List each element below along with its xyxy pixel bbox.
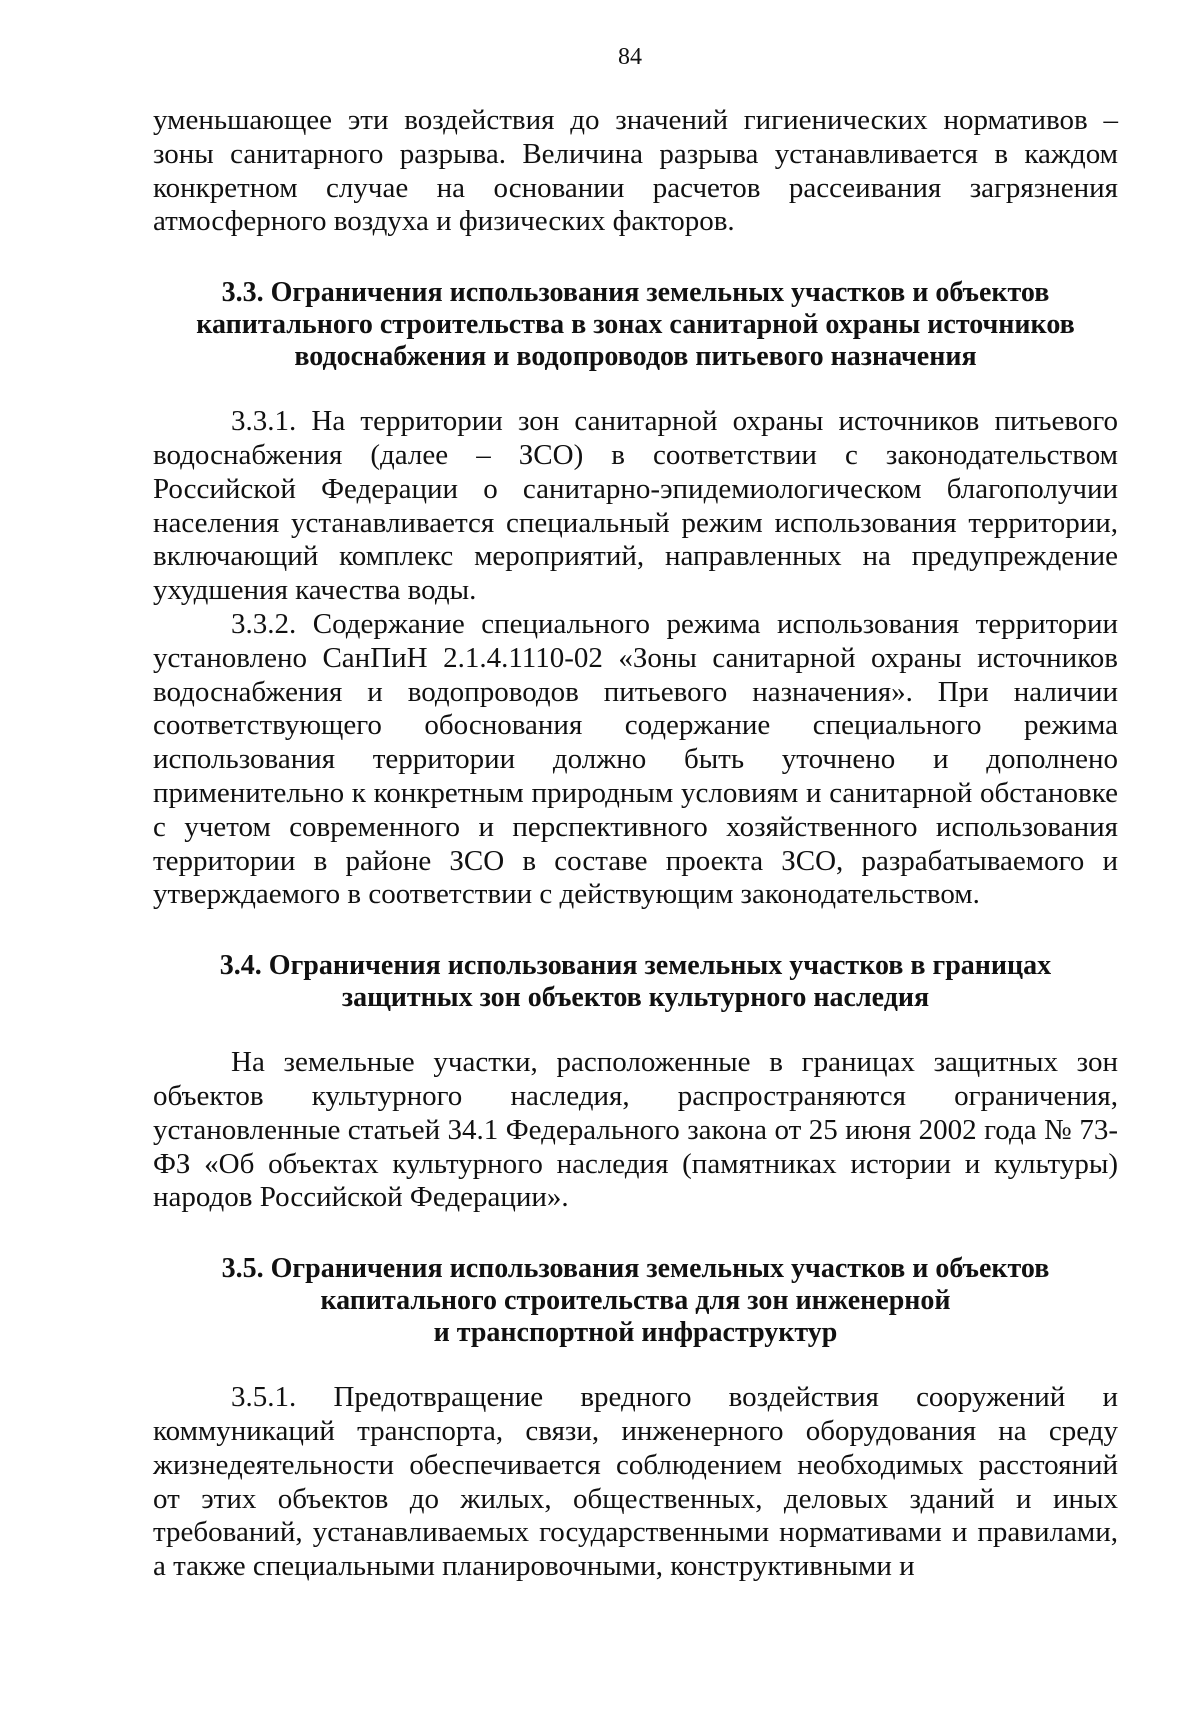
page-number: 84 xyxy=(618,44,642,70)
section-3-4-heading xyxy=(153,950,1118,1014)
section-3-5-heading-line: и транспортной инфраструктур xyxy=(433,1317,838,1349)
page-content xyxy=(153,104,1118,1584)
intro-paragraph: уменьшающее эти воздействия до значений гигиенических нормативов – зоны санитарного разрыва. Величина разрыва устанавливается в каждом конкретном случае на основании расчетов рассеивания загрязнения атмосферного воздуха и физических факторов. xyxy=(153,104,1118,238)
section-3-4-heading-line: 3.4. Ограничения использования земельных участков в границах xyxy=(219,950,1052,982)
section-3-5-heading-line: 3.5. Ограничения использования земельных участков и объектов xyxy=(221,1253,1050,1285)
section-3-5-heading-line: капитального строительства для зон инженерной xyxy=(320,1285,951,1317)
section-3-4-heading-line: защитных зон объектов культурного наследия xyxy=(341,982,930,1014)
section-3-3-heading-line: водоснабжения и водопроводов питьевого назначения xyxy=(294,341,977,373)
paragraph-3-3-2: 3.3.2. Содержание специального режима использования территории установлено СанПиН 2.1.4.1110-02 «Зоны санитарной охраны источников водоснабжения и водопроводов питьевого назначения». При наличии соответствующего обоснования содержание специального режима использования территории должно быть уточнено и дополнено применительно к конкретным природным условиям и санитарной обстановке с учетом современного и перспективного хозяйственного использования территории в районе ЗСО в составе проекта ЗСО, разрабатываемого и утверждаемого в соответствии с действующим законодательством. xyxy=(153,607,1118,911)
paragraph-3-4: На земельные участки, расположенные в границах защитных зон объектов культурного наследия, распространяются ограничения, установленные статьей 34.1 Федерального закона от 25 июня 2002 года № 73-ФЗ «Об объектах культурного наследия (памятниках истории и культуры) народов Российской Федерации». xyxy=(153,1046,1118,1214)
section-3-3-heading-line: 3.3. Ограничения использования земельных участков и объектов xyxy=(221,277,1050,309)
section-3-5-heading xyxy=(153,1253,1118,1349)
section-3-3-heading xyxy=(153,277,1118,373)
paragraph-3-5-1: 3.5.1. Предотвращение вредного воздействия сооружений и коммуникаций транспорта, связи, инженерного оборудования на среду жизнедеятельности обеспечивается соблюдением необходимых расстояний от этих объектов до жилых, общественных, деловых зданий и иных требований, устанавливаемых государственными нормативами и правилами, а также специальными планировочными, конструктивными и xyxy=(153,1381,1118,1583)
paragraph-3-3-1: 3.3.1. На территории зон санитарной охраны источников питьевого водоснабжения (далее – ЗСО) в соответствии с законодательством Российской Федерации о санитарно-эпидемиологическом благополучии населения устанавливается специальный режим использования территории, включающий комплекс мероприятий, направленных на предупреждение ухудшения качества воды. xyxy=(153,405,1118,607)
section-3-3-heading-line: капитального строительства в зонах санитарной охраны источников xyxy=(196,309,1075,341)
